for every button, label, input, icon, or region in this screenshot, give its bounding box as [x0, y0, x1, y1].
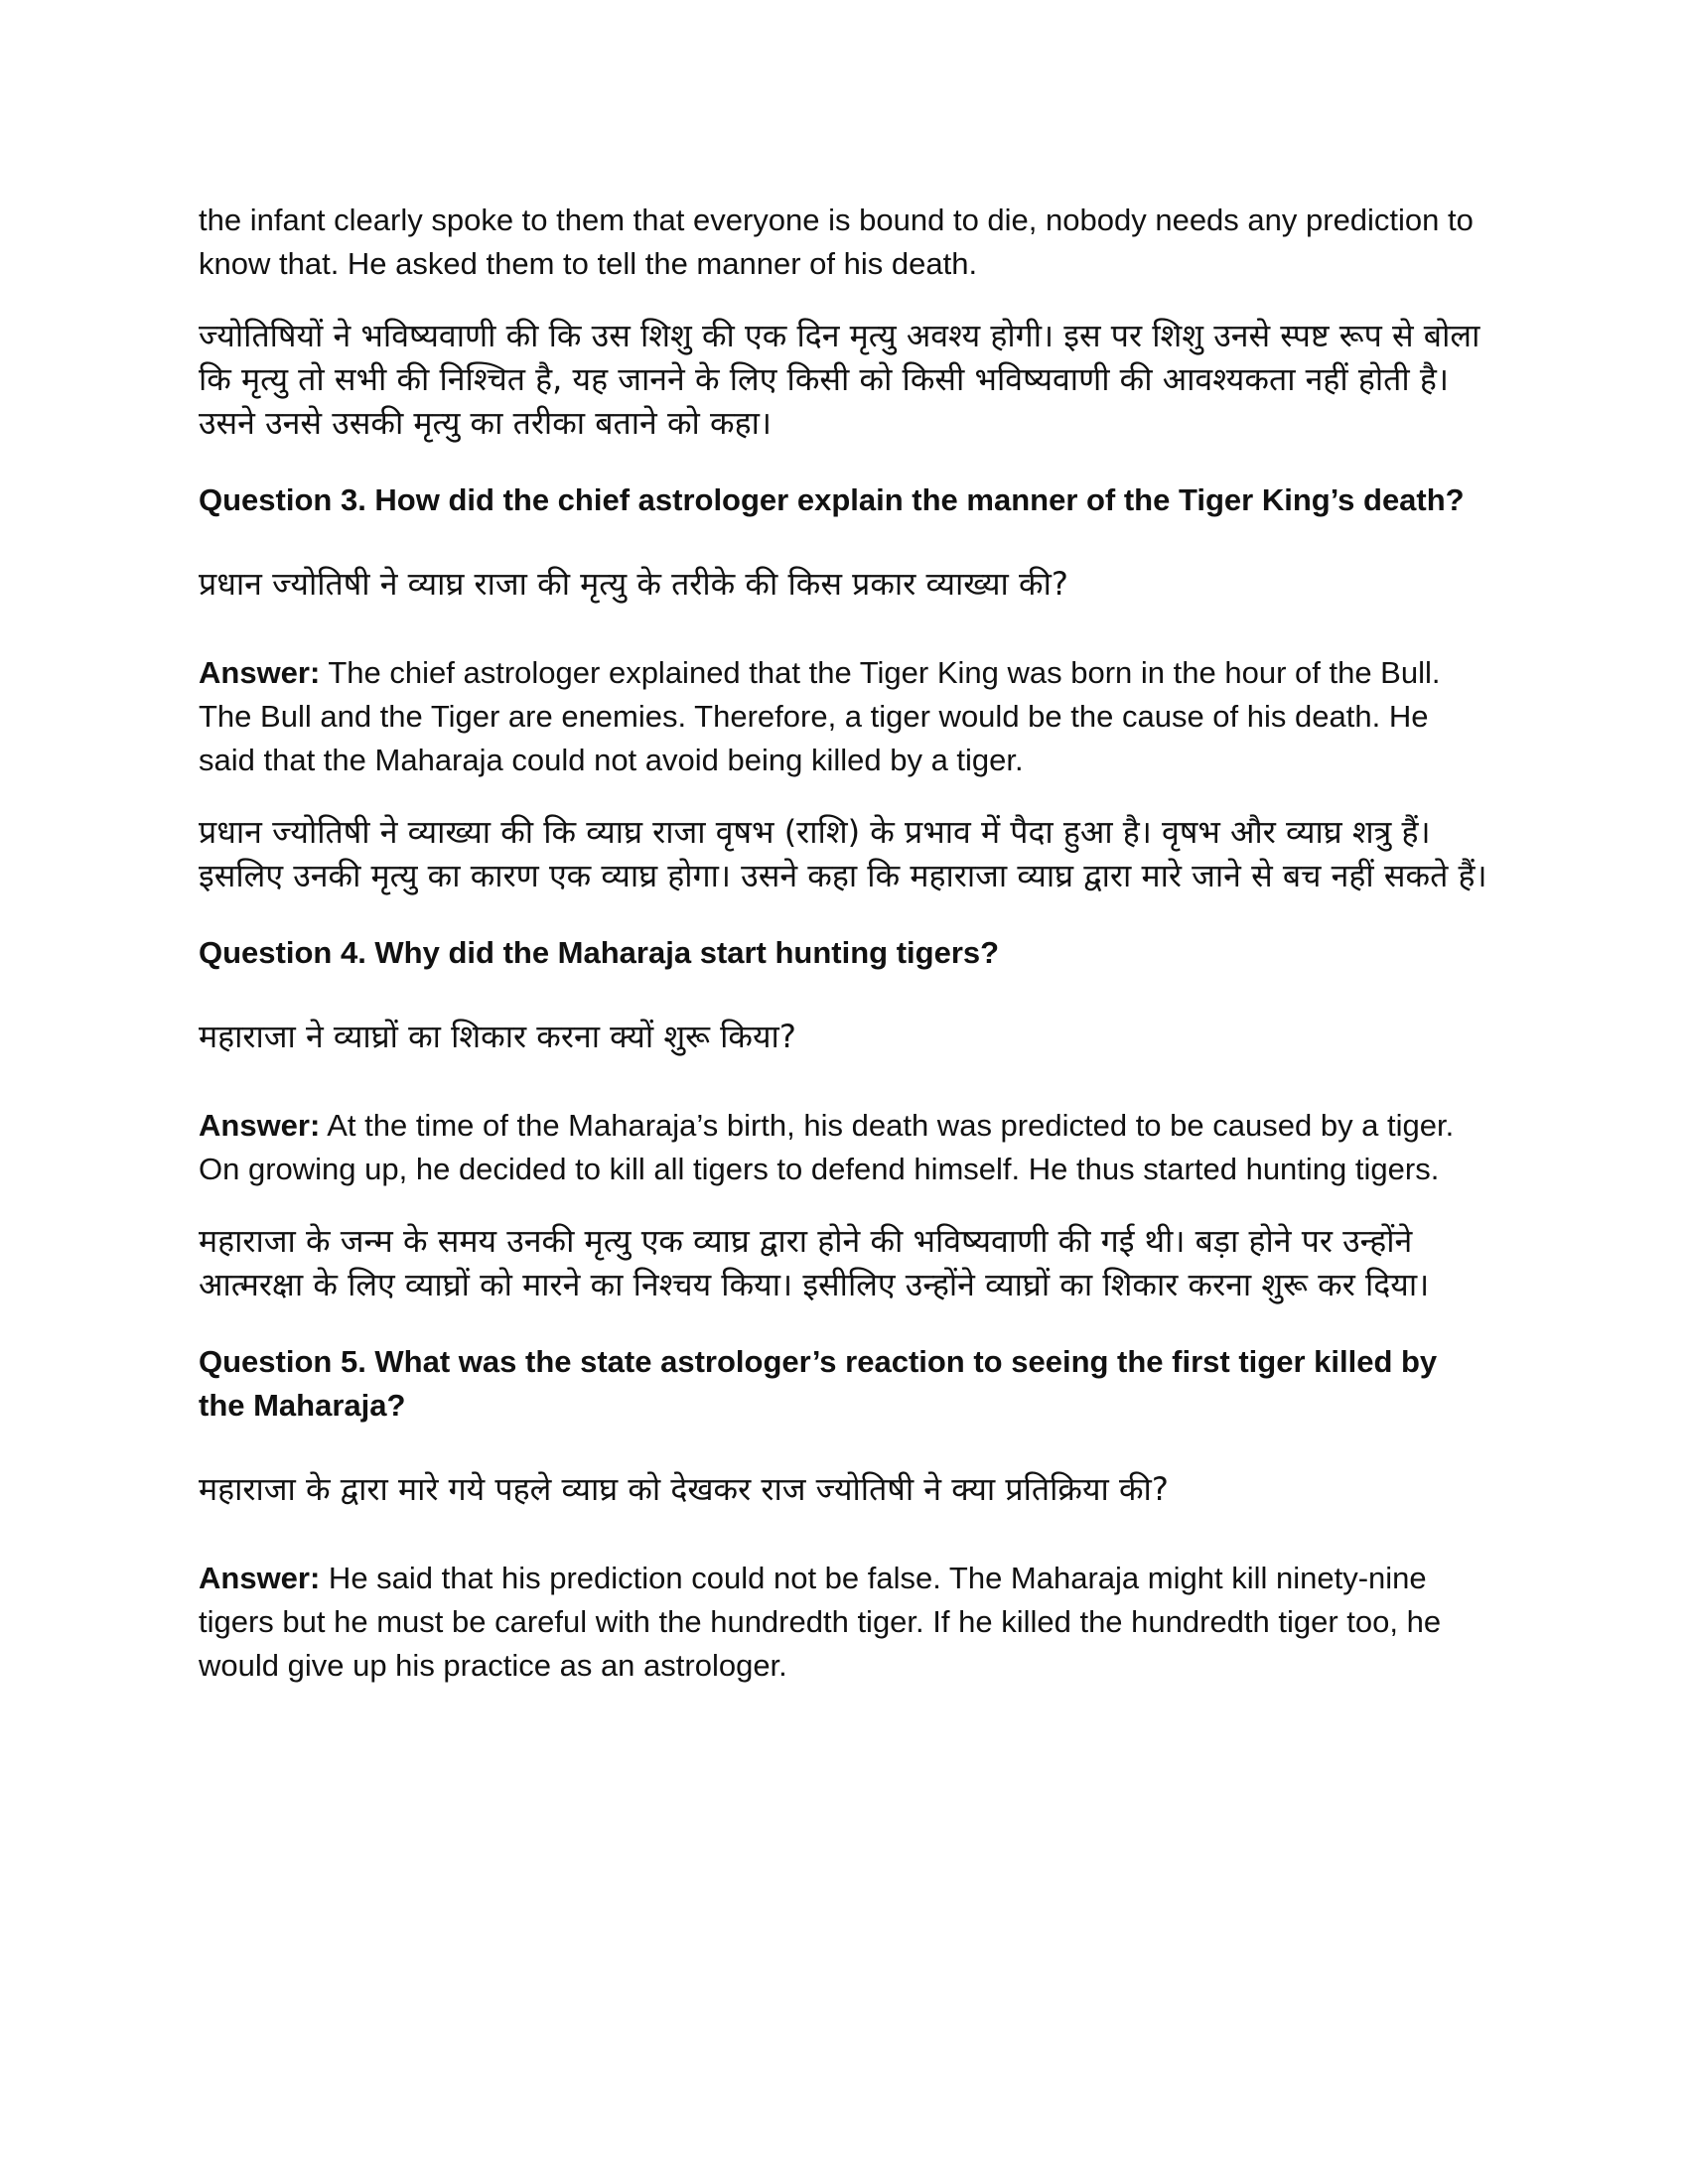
answer-5-text: He said that his prediction could not be false. The Maharaja might kill ninety-nine tigers but he must be careful with the hundredth tiger. If he killed the hundredth tiger too, he would give up his practice as an astrologer. [199, 1561, 1442, 1683]
question-4-hindi: महाराजा ने व्याघ्रों का शिकार करना क्यों शुरू किया? [199, 1018, 796, 1055]
answer-3-hindi: प्रधान ज्योतिषी ने व्याख्या की कि व्याघ्र राजा वृषभ (राशि) के प्रभाव में पैदा हुआ है। वृषभ और व्याघ्र शत्रु हैं। इसलिए उनकी मृत्यु का कारण एक व्याघ्र होगा। उसने कहा कि महाराजा व्याघ्र द्वारा मारे जाने से बच नहीं सकते हैं। [199, 813, 1487, 894]
intro-english-paragraph: the infant clearly spoke to them that everyone is bound to die, nobody needs any prediction to know that. He asked them to tell the manner of his death. [199, 203, 1474, 281]
document-page [199, 199, 1489, 1715]
answer-4-text: At the time of the Maharaja’s birth, his death was predicted to be caused by a tiger. On growing up, he decided to kill all tigers to defend himself. He thus started hunting tigers. [199, 1108, 1455, 1186]
answer-label: Answer: [199, 1561, 321, 1595]
question-3-hindi: प्रधान ज्योतिषी ने व्याघ्र राजा की मृत्यु के तरीके की किस प्रकार व्याख्या की? [199, 565, 1068, 603]
question-4-heading: Question 4. Why did the Maharaja start hunting tigers? [199, 935, 1000, 970]
question-3-heading: Question 3. How did the chief astrologer explain the manner of the Tiger King’s death? [199, 482, 1465, 517]
answer-4-english [199, 1104, 1489, 1191]
answer-label: Answer: [199, 655, 321, 690]
answer-4-hindi: महाराजा के जन्म के समय उनकी मृत्यु एक व्याघ्र द्वारा होने की भविष्यवाणी की गई थी। बड़ा होने पर उन्होंने आत्मरक्षा के लिए व्याघ्रों को मारने का निश्चय किया। इसीलिए उन्होंने व्याघ्रों का शिकार करना शुरू कर दिया। [199, 1222, 1430, 1303]
answer-3-text: The chief astrologer explained that the Tiger King was born in the hour of the Bull. The Bull and the Tiger are enemies. Therefore, a tiger would be the cause of his death. He said that the Maharaja could not avoid being killed by a tiger. [199, 655, 1441, 777]
question-5-hindi: महाराजा के द्वारा मारे गये पहले व्याघ्र को देखकर राज ज्योतिषी ने क्या प्रतिक्रिया की? [199, 1470, 1169, 1508]
intro-hindi-paragraph: ज्योतिषियों ने भविष्यवाणी की कि उस शिशु की एक दिन मृत्यु अवश्य होगी। इस पर शिशु उनसे स्पष्ट रूप से बोला कि मृत्यु तो सभी की निश्चित है, यह जानने के लिए किसी को किसी भविष्यवाणी की आवश्यकता नहीं होती है। उसने उनसे उसकी मृत्यु का तरीका बताने को कहा। [199, 317, 1480, 442]
answer-label: Answer: [199, 1108, 321, 1143]
question-5-heading: Question 5. What was the state astrologer’s reaction to seeing the first tiger killed by the Maharaja? [199, 1344, 1438, 1423]
answer-5-english [199, 1557, 1489, 1688]
answer-3-english [199, 651, 1489, 782]
